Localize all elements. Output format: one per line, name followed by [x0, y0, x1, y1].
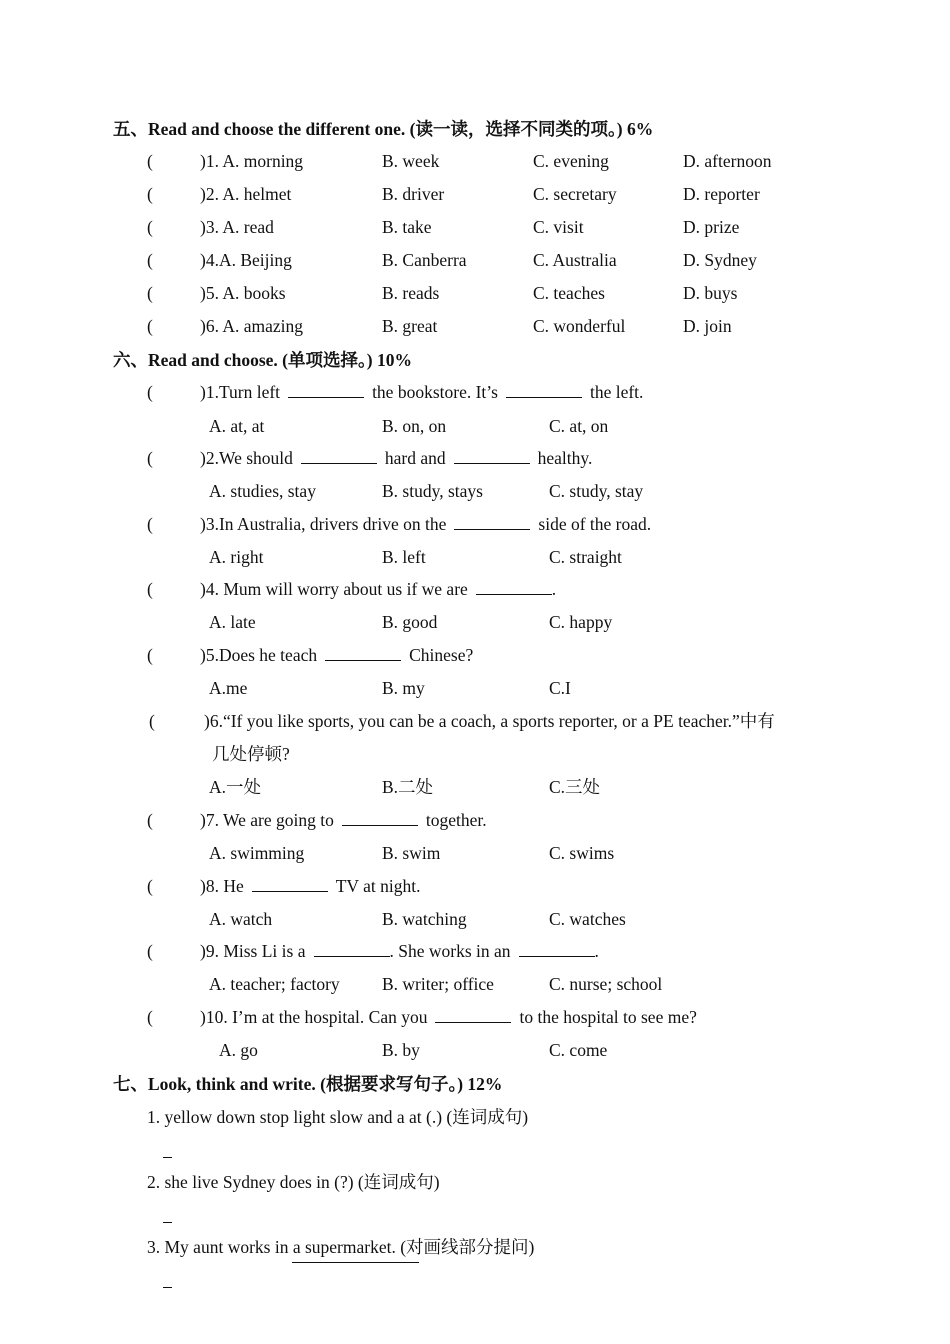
paren: ( — [147, 514, 153, 534]
q10-text-1: )10. I’m at the hospital. Can you — [200, 1007, 428, 1027]
option-a: A. swimming — [209, 843, 305, 863]
q3-text-1: )3.In Australia, drivers drive on the — [200, 514, 447, 534]
option-b: B.二处 — [382, 777, 434, 797]
paren: ( — [147, 1007, 153, 1027]
answer-line[interactable] — [163, 1222, 172, 1223]
answer-line[interactable] — [163, 1157, 172, 1158]
q8-text-1: )8. He — [200, 876, 244, 896]
section-7-title: 七、Look, think and write. (根据要求写句子。) 12% — [113, 1074, 503, 1094]
option-b: B. driver — [382, 184, 445, 204]
answer-blank[interactable] — [301, 449, 377, 464]
option-c: C. Australia — [533, 250, 617, 270]
q3-text-2: side of the road. — [538, 514, 652, 534]
item-num-a: )5. A. books — [200, 283, 286, 303]
section-6-title: 六、Read and choose. (单项选择。) 10% — [113, 350, 412, 370]
question-5 — [200, 644, 473, 666]
option-a: A. right — [209, 547, 264, 567]
q10-text-2: to the hospital to see me? — [519, 1007, 697, 1027]
item-num-a: )2. A. helmet — [200, 184, 292, 204]
option-d: D. Sydney — [683, 250, 757, 270]
option-c: C. wonderful — [533, 316, 626, 336]
paren: ( — [147, 810, 153, 830]
question-4 — [200, 578, 556, 600]
q1-text-2: the bookstore. It’s — [372, 382, 498, 402]
answer-blank[interactable] — [506, 383, 582, 398]
paren: ( — [147, 316, 153, 336]
option-b: B. left — [382, 547, 426, 567]
option-a: A. watch — [209, 909, 273, 929]
option-b: B. writer; office — [382, 974, 494, 994]
q1-text-1: )1.Turn left — [200, 382, 281, 402]
option-c: C. swims — [549, 843, 615, 863]
paren: ( — [147, 579, 153, 599]
write-question-3: 3. My aunt works in a supermarket. (对画线部分提问) — [147, 1237, 535, 1257]
question-7 — [200, 809, 487, 831]
paren: ( — [147, 250, 153, 270]
option-d: D. prize — [683, 217, 740, 237]
question-2 — [200, 447, 592, 469]
paren: ( — [147, 448, 153, 468]
q9-text-1: )9. Miss Li is a — [200, 941, 306, 961]
question-8 — [200, 875, 420, 897]
option-b: B. on, on — [382, 416, 447, 436]
question-6-text-cont: 几处停顿? — [212, 744, 290, 764]
answer-blank[interactable] — [454, 449, 530, 464]
question-3 — [200, 513, 651, 535]
q7-text-1: )7. We are going to — [200, 810, 334, 830]
option-a: A. late — [209, 612, 256, 632]
option-a: A. teacher; factory — [209, 974, 340, 994]
question-10 — [200, 1006, 697, 1028]
q5-text-1: )5.Does he teach — [200, 645, 318, 665]
option-a: A.me — [209, 678, 248, 698]
paren: ( — [147, 217, 153, 237]
option-b: B. by — [382, 1040, 420, 1060]
option-b: B. take — [382, 217, 432, 237]
question-9 — [200, 940, 599, 962]
option-c: C.三处 — [549, 777, 601, 797]
answer-blank[interactable] — [476, 580, 552, 595]
paren: ( — [147, 876, 153, 896]
write-question-1: 1. yellow down stop light slow and a at (.) (连词成句) — [147, 1107, 529, 1127]
answer-blank[interactable] — [325, 646, 401, 661]
option-c: C. evening — [533, 151, 609, 171]
answer-blank[interactable] — [342, 811, 418, 826]
option-b: B. week — [382, 151, 440, 171]
option-b: B. watching — [382, 909, 467, 929]
q7-text-2: together. — [425, 810, 487, 830]
item-num-a: )1. A. morning — [200, 151, 304, 171]
option-d: D. afternoon — [683, 151, 772, 171]
q5-text-2: Chinese? — [409, 645, 474, 665]
paren: ( — [147, 151, 153, 171]
option-b: B. my — [382, 678, 425, 698]
write-question-2: 2. she live Sydney does in (?) (连词成句) — [147, 1172, 440, 1192]
option-c: C. happy — [549, 612, 613, 632]
option-a: A.一处 — [209, 777, 262, 797]
paren: ( — [147, 645, 153, 665]
q9-text-2: . She works in an — [389, 941, 511, 961]
option-b: B. Canberra — [382, 250, 467, 270]
item-num-a: )4.A. Beijing — [200, 250, 292, 270]
q2-text-1: )2.We should — [200, 448, 293, 468]
item-num-a: )6. A. amazing — [200, 316, 304, 336]
option-c: C. watches — [549, 909, 626, 929]
option-c: C. at, on — [549, 416, 609, 436]
option-a: A. go — [219, 1040, 258, 1060]
option-c: C. teaches — [533, 283, 605, 303]
paren: ( — [147, 941, 153, 961]
question-6-text: )6.“If you like sports, you can be a coach, a sports reporter, or a PE teacher.”中有 — [204, 711, 775, 731]
question-1 — [200, 381, 643, 403]
q1-text-3: the left. — [589, 382, 644, 402]
paren: ( — [149, 711, 155, 731]
option-d: D. reporter — [683, 184, 760, 204]
paren: ( — [147, 382, 153, 402]
paren: ( — [147, 283, 153, 303]
answer-blank[interactable] — [314, 942, 390, 957]
option-b: B. study, stays — [382, 481, 483, 501]
option-b: B. good — [382, 612, 438, 632]
option-c: C. come — [549, 1040, 608, 1060]
answer-blank[interactable] — [454, 515, 530, 530]
option-a: A. studies, stay — [209, 481, 316, 501]
paren: ( — [147, 184, 153, 204]
option-c: C. study, stay — [549, 481, 644, 501]
answer-blank[interactable] — [252, 877, 328, 892]
option-c: C.I — [549, 678, 571, 698]
q4-text-2: . — [551, 579, 557, 599]
q2-text-2: hard and — [384, 448, 446, 468]
option-b: B. great — [382, 316, 438, 336]
q8-text-2: TV at night. — [335, 876, 421, 896]
option-d: D. join — [683, 316, 732, 336]
option-c: C. straight — [549, 547, 622, 567]
option-c: C. nurse; school — [549, 974, 663, 994]
option-c: C. visit — [533, 217, 584, 237]
option-a: A. at, at — [209, 416, 265, 436]
answer-line[interactable] — [163, 1287, 172, 1288]
option-b: B. reads — [382, 283, 440, 303]
option-c: C. secretary — [533, 184, 617, 204]
underlined-part — [292, 1262, 419, 1263]
option-b: B. swim — [382, 843, 441, 863]
q2-text-3: healthy. — [537, 448, 593, 468]
q4-text-1: )4. Mum will worry about us if we are — [200, 579, 468, 599]
option-d: D. buys — [683, 283, 738, 303]
answer-blank[interactable] — [519, 942, 595, 957]
item-num-a: )3. A. read — [200, 217, 274, 237]
q9-text-3: . — [594, 941, 599, 961]
answer-blank[interactable] — [435, 1008, 511, 1023]
answer-blank[interactable] — [288, 383, 364, 398]
section-5-title: 五、Read and choose the different one. (读一读，选择不同类的项。) 6% — [113, 119, 654, 139]
